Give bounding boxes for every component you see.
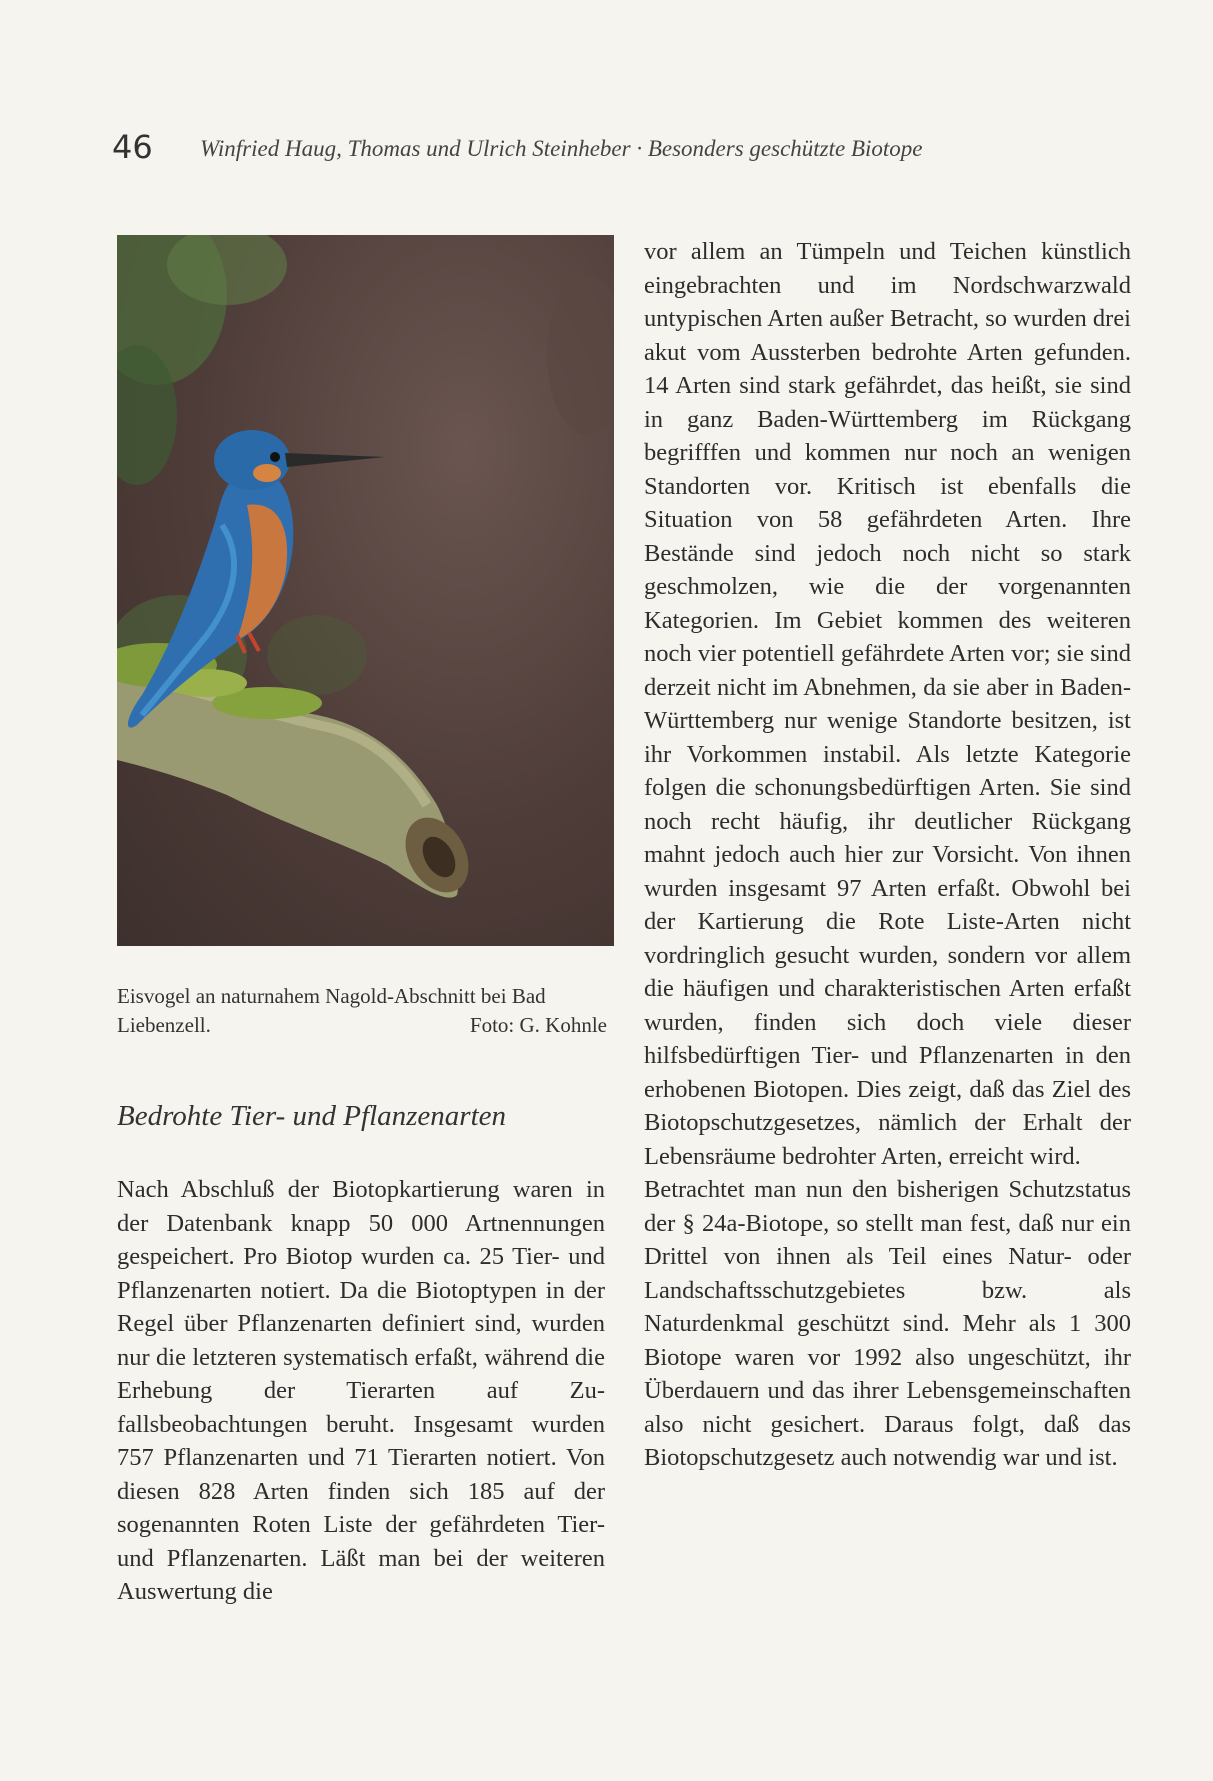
body-paragraph: Nach Abschluß der Biotopkartierung waren in der Datenbank knapp 50 000 Artnennungen gespeichert. Pro Biotop wurden ca. 25 Tier- und Pflanzenarten notiert. Da die Biotoptypen in der Regel über Pflanzenarten definiert sind, wurden nur die letzteren systematisch erfaßt, während die Erhebung der Tierarten auf Zufallsbeobachtungen beruht. Insgesamt wurden 757 Pflanzenarten und 71 Tierarten notiert. Von diesen 828 Arten finden sich 185 auf der sogenannten Roten Liste der gefährdeten Tier- und Pflanzenarten. Läßt man bei der weiteren Auswertung die	[117, 1176, 605, 1605]
body-paragraph: Betrachtet man nun den bisherigen Schutzstatus der § 24a-Biotope, so stellt man fest, daß nur ein Drittel von ihnen als Teil eines Natur- oder Landschaftsschutzgebietes bzw. als Naturdenkmal geschützt sind. Mehr als 1 300 Biotope waren vor 1992 also ungeschützt, ihr Überdauern und das ihrer Lebensgemeinschaften also nicht gesichert. Daraus folgt, daß das Biotopschutzgesetz auch notwendig war und ist.	[644, 1176, 1131, 1471]
section-heading: Bedrohte Tier- und Pflanzenarten	[117, 1100, 506, 1132]
kingfisher-photo	[117, 235, 614, 946]
photo-caption	[117, 982, 607, 1040]
running-title: Winfried Haug, Thomas und Ulrich Steinheber · Besonders geschützte Biotope	[200, 136, 923, 161]
left-column	[117, 1173, 605, 1609]
running-header	[112, 128, 1042, 172]
caption-text: Eisvogel an naturnahem Nagold-Abschnitt bei Bad Liebenzell.	[117, 984, 546, 1037]
right-column	[644, 235, 1131, 1475]
caption-credit: Foto: G. Kohnle	[469, 1013, 607, 1037]
page-number: 46	[112, 128, 153, 166]
body-paragraph: vor allem an Tümpeln und Teichen künstlich eingebrachten und im Nordschwarzwald untypischen Arten außer Betracht, so wurden drei akut vom Aussterben bedrohte Arten gefunden. 14 Arten sind stark gefährdet, das heißt, sie sind in ganz Baden-Württemberg im Rückgang begrifffen und kommen nur noch an wenigen Standorten vor. Kritisch ist ebenfalls die Situation von 58 gefährdeten Arten. Ihre Bestände sind jedoch noch nicht so stark geschmolzen, wie die der vorgenannten Kategorien. Im Gebiet kommen des weiteren noch vier potentiell gefährdete Arten vor; sie sind derzeit nicht im Abnehmen, da sie aber in Baden-Württemberg nur wenige Standorte besitzen, ist ihr Vorkommen instabil. Als letzte Kategorie folgen die schonungsbedürftigen Arten. Sie sind noch recht häufig, ihr deutlicher Rückgang mahnt jedoch auch hier zur Vorsicht. Von ihnen wurden insgesamt 97 Arten erfaßt. Obwohl bei der Kartierung die Rote Liste-Arten nicht vordringlich gesucht wurden, sondern vor allem die häufigen und charakteristischen Arten erfaßt wurden, finden sich doch viele dieser hilfsbedürftigen Tier- und Pflanzenarten in den erhobenen Biotopen. Dies zeigt, daß das Ziel des Biotopschutzgesetzes, nämlich der Erhalt der Lebensräume bedrohter Arten, erreicht wird.	[644, 238, 1131, 1170]
